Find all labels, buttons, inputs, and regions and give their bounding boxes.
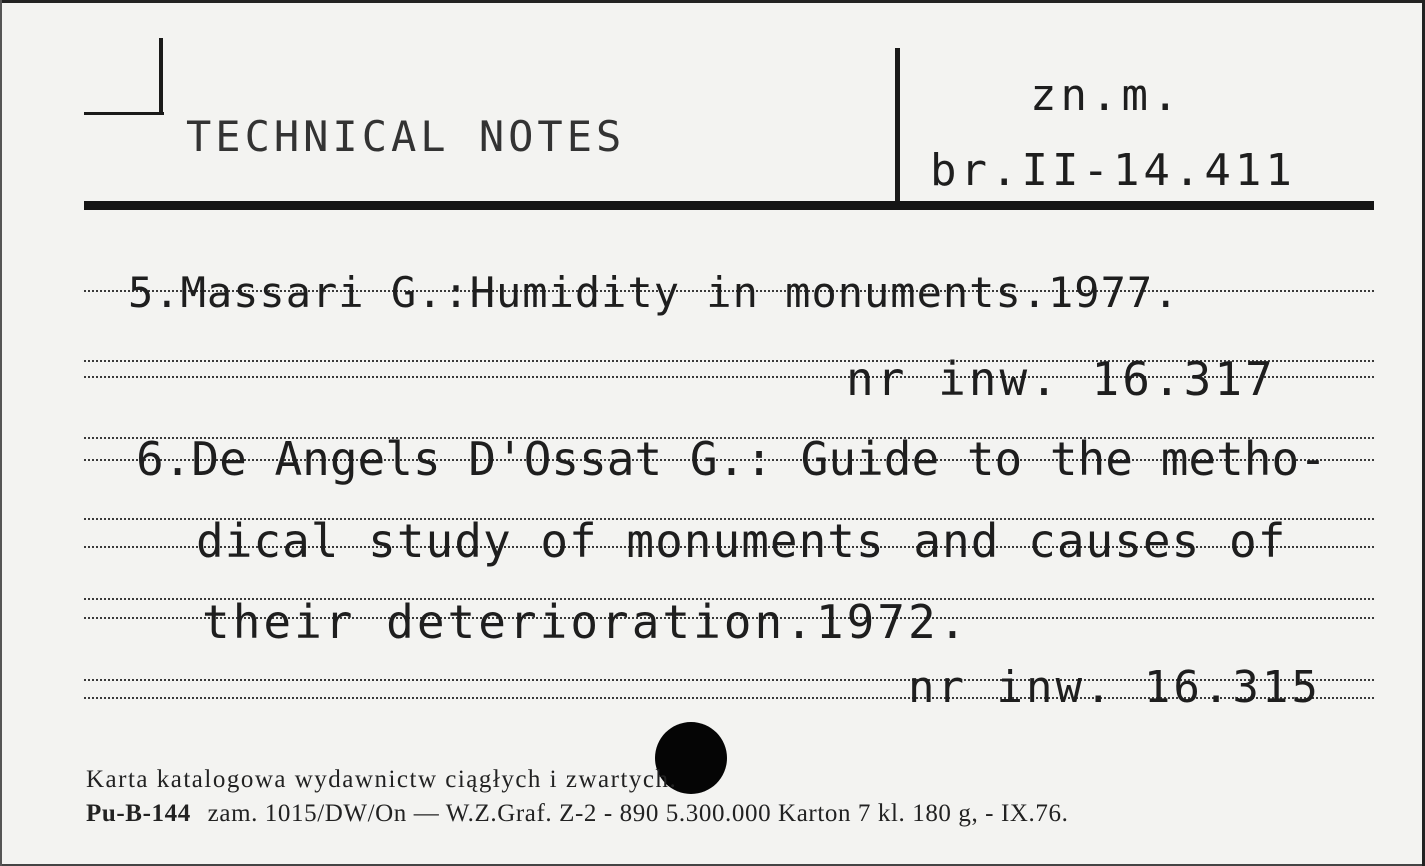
card-border-left: [0, 0, 2, 866]
header-rule: [84, 201, 1374, 210]
entry-text-line: 5.Massari G.:Humidity in monuments.1977.: [128, 268, 1180, 317]
shelf-mark-line2: br.II-14.411: [930, 145, 1296, 196]
card-heading: TECHNICAL NOTES: [186, 112, 626, 161]
entry-text-line: their deterioration.1972.: [202, 595, 970, 649]
corner-bracket: [84, 112, 164, 115]
header-separator: [895, 48, 900, 204]
form-code: Pu-B-144: [86, 800, 191, 827]
imprint-details: zam. 1015/DW/On — W.Z.Graf. Z-2 - 890 5.300.000 Karton 7 kl. 180 g, - IX.76.: [207, 800, 1069, 827]
shelf-mark-line1: zn.m.: [1030, 70, 1183, 121]
inventory-number: nr inw. 16.315: [908, 662, 1321, 713]
entry-text-line: 6.De Angels D'Ossat G.: Guide to the metho-: [136, 432, 1327, 486]
entry-text-line: dical study of monuments and causes of: [196, 514, 1287, 568]
card-border-top: [0, 0, 1425, 3]
corner-bracket-vertical: [159, 38, 163, 115]
footer-line: Karta katalogowa wydawnictw ciągłych i zwartych.: [86, 766, 678, 793]
inventory-number: nr inw. 16.317: [846, 352, 1276, 406]
footer-imprint: [86, 800, 1068, 828]
